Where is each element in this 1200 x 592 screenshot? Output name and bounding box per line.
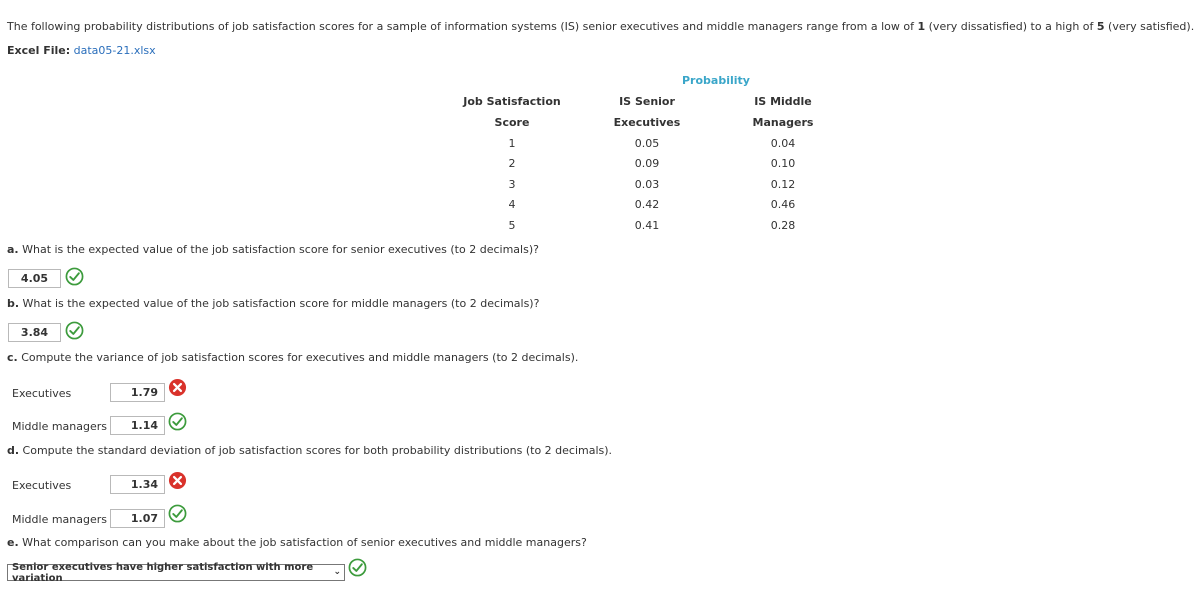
middle-prob-cell: 0.12 xyxy=(770,178,796,191)
stdev-executives-label: Executives xyxy=(12,479,72,492)
variance-executives-field[interactable]: 1.79 xyxy=(110,383,165,402)
question-c: c. Compute the variance of job satisfaction scores for executives and middle managers (to 2 decimals). xyxy=(7,351,579,364)
excel-file-link[interactable]: data05-21.xlsx xyxy=(73,44,156,57)
senior-prob-cell: 0.09 xyxy=(634,157,660,170)
chevron-down-icon: ⌄ xyxy=(333,567,341,577)
incorrect-x-icon xyxy=(168,378,187,397)
question-b: b. What is the expected value of the job satisfaction score for middle managers (to 2 decimals)? xyxy=(7,297,540,310)
middle-prob-cell: 0.46 xyxy=(770,198,796,211)
comparison-dropdown-value: Senior executives have higher satisfaction with more variation xyxy=(12,561,314,584)
answer-b-field[interactable]: 3.84 xyxy=(8,323,61,342)
col-header-middle-1: IS Middle xyxy=(754,95,812,108)
incorrect-x-icon xyxy=(168,471,187,490)
senior-prob-cell: 0.42 xyxy=(634,198,660,211)
question-e: e. What comparison can you make about the job satisfaction of senior executives and middle managers? xyxy=(7,536,587,549)
variance-middle-label: Middle managers xyxy=(12,420,108,433)
correct-check-icon xyxy=(348,558,367,577)
correct-check-icon xyxy=(65,267,84,286)
col-header-senior-2: Executives xyxy=(613,116,681,129)
senior-prob-cell: 0.05 xyxy=(634,137,660,150)
score-cell: 5 xyxy=(508,219,516,232)
question-d: d. Compute the standard deviation of job satisfaction scores for both probability distributions (to 2 decimals). xyxy=(7,444,613,457)
variance-executives-label: Executives xyxy=(12,387,72,400)
col-header-score-2: Score xyxy=(494,116,530,129)
score-cell: 4 xyxy=(508,198,516,211)
middle-prob-cell: 0.04 xyxy=(770,137,796,150)
col-header-score-1: Job Satisfaction xyxy=(463,95,561,108)
stdev-middle-label: Middle managers xyxy=(12,513,108,526)
excel-file-line xyxy=(7,44,156,57)
col-header-senior-1: IS Senior xyxy=(619,95,675,108)
stdev-middle-field[interactable]: 1.07 xyxy=(110,509,165,528)
score-cell: 1 xyxy=(508,137,516,150)
comparison-dropdown[interactable] xyxy=(7,561,345,584)
probability-header: Probability xyxy=(682,74,750,87)
stdev-executives-field[interactable]: 1.34 xyxy=(110,475,165,494)
score-cell: 3 xyxy=(508,178,516,191)
senior-prob-cell: 0.03 xyxy=(634,178,660,191)
problem-intro: The following probability distributions of job satisfaction scores for a sample of information systems (IS) senior executives and middle managers range from a low of 1 (very dissatisfied) to a high of 5 (very satisfied). xyxy=(7,20,1195,33)
col-header-middle-2: Managers xyxy=(752,116,814,129)
correct-check-icon xyxy=(168,504,187,523)
answer-a-field[interactable]: 4.05 xyxy=(8,269,61,288)
correct-check-icon xyxy=(65,321,84,340)
variance-middle-field[interactable]: 1.14 xyxy=(110,416,165,435)
middle-prob-cell: 0.28 xyxy=(770,219,796,232)
score-cell: 2 xyxy=(508,157,516,170)
question-a: a. What is the expected value of the job satisfaction score for senior executives (to 2 decimals)? xyxy=(7,243,539,256)
excel-file-label: Excel File: xyxy=(7,44,71,57)
senior-prob-cell: 0.41 xyxy=(634,219,660,232)
middle-prob-cell: 0.10 xyxy=(770,157,796,170)
correct-check-icon xyxy=(168,412,187,431)
